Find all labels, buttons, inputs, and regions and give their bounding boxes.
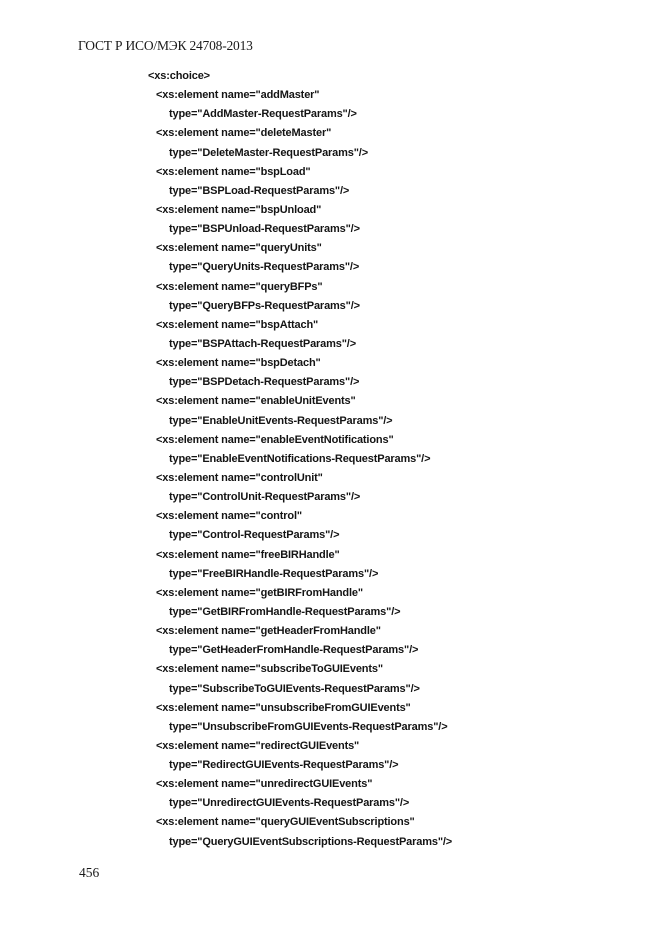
element-type-line: type="AddMaster-RequestParams"/> xyxy=(169,108,357,121)
element-type-line: type="BSPUnload-RequestParams"/> xyxy=(169,223,360,236)
element-name-line: <xs:element name="unredirectGUIEvents" xyxy=(156,778,373,791)
element-type-line: type="GetHeaderFromHandle-RequestParams"/> xyxy=(169,644,419,657)
element-name-line: <xs:element name="enableUnitEvents" xyxy=(156,395,356,408)
running-header: ГОСТ Р ИСО/МЭК 24708-2013 xyxy=(78,38,253,53)
element-type-line: type="EnableUnitEvents-RequestParams"/> xyxy=(169,414,393,427)
element-type-line: type="Control-RequestParams"/> xyxy=(169,529,340,542)
xsd-code-block xyxy=(148,67,452,852)
element-type-line: type="UnsubscribeFromGUIEvents-RequestParams"/> xyxy=(169,720,448,733)
element-type-line: type="FreeBIRHandle-RequestParams"/> xyxy=(169,567,379,580)
element-type-line: type="DeleteMaster-RequestParams"/> xyxy=(169,146,368,159)
element-type-line: type="QueryBFPs-RequestParams"/> xyxy=(169,299,360,312)
element-name-line: <xs:element name="subscribeToGUIEvents" xyxy=(156,663,383,676)
element-type-line: type="ControlUnit-RequestParams"/> xyxy=(169,491,361,504)
element-name-line: <xs:element name="bspUnload" xyxy=(156,203,322,216)
element-name-line: <xs:element name="redirectGUIEvents" xyxy=(156,739,360,752)
element-type-line: type="BSPLoad-RequestParams"/> xyxy=(169,184,350,197)
element-type-line: type="QueryGUIEventSubscriptions-RequestParams"/> xyxy=(169,835,453,848)
element-name-line: <xs:element name="bspLoad" xyxy=(156,165,311,178)
element-name-line: <xs:element name="queryGUIEventSubscriptions" xyxy=(156,816,415,829)
element-name-line: <xs:element name="bspAttach" xyxy=(156,318,319,331)
page-number: 456 xyxy=(79,865,100,880)
choice-open-line: <xs:choice> xyxy=(148,70,210,82)
element-name-line: <xs:element name="getBIRFromHandle" xyxy=(156,586,363,599)
element-name-line: <xs:element name="queryBFPs" xyxy=(156,280,323,293)
element-type-line: type="UnredirectGUIEvents-RequestParams"/> xyxy=(169,797,410,810)
element-type-line: type="BSPAttach-RequestParams"/> xyxy=(169,337,356,350)
element-name-line: <xs:element name="bspDetach" xyxy=(156,357,321,370)
element-name-line: <xs:element name="addMaster" xyxy=(156,89,320,102)
element-name-line: <xs:element name="unsubscribeFromGUIEvents" xyxy=(156,701,411,714)
element-name-line: <xs:element name="control" xyxy=(156,510,302,523)
element-type-line: type="RedirectGUIEvents-RequestParams"/> xyxy=(169,759,399,772)
element-type-line: type="QueryUnits-RequestParams"/> xyxy=(169,261,360,274)
element-name-line: <xs:element name="deleteMaster" xyxy=(156,127,332,140)
element-type-line: type="GetBIRFromHandle-RequestParams"/> xyxy=(169,605,401,618)
element-name-line: <xs:element name="controlUnit" xyxy=(156,471,323,484)
element-type-line: type="EnableEventNotifications-RequestParams"/> xyxy=(169,452,431,465)
element-name-line: <xs:element name="queryUnits" xyxy=(156,242,322,255)
element-name-line: <xs:element name="enableEventNotifications" xyxy=(156,433,394,446)
element-type-line: type="SubscribeToGUIEvents-RequestParams"/> xyxy=(169,682,420,695)
element-name-line: <xs:element name="getHeaderFromHandle" xyxy=(156,625,381,638)
element-name-line: <xs:element name="freeBIRHandle" xyxy=(156,548,340,561)
element-type-line: type="BSPDetach-RequestParams"/> xyxy=(169,376,360,389)
